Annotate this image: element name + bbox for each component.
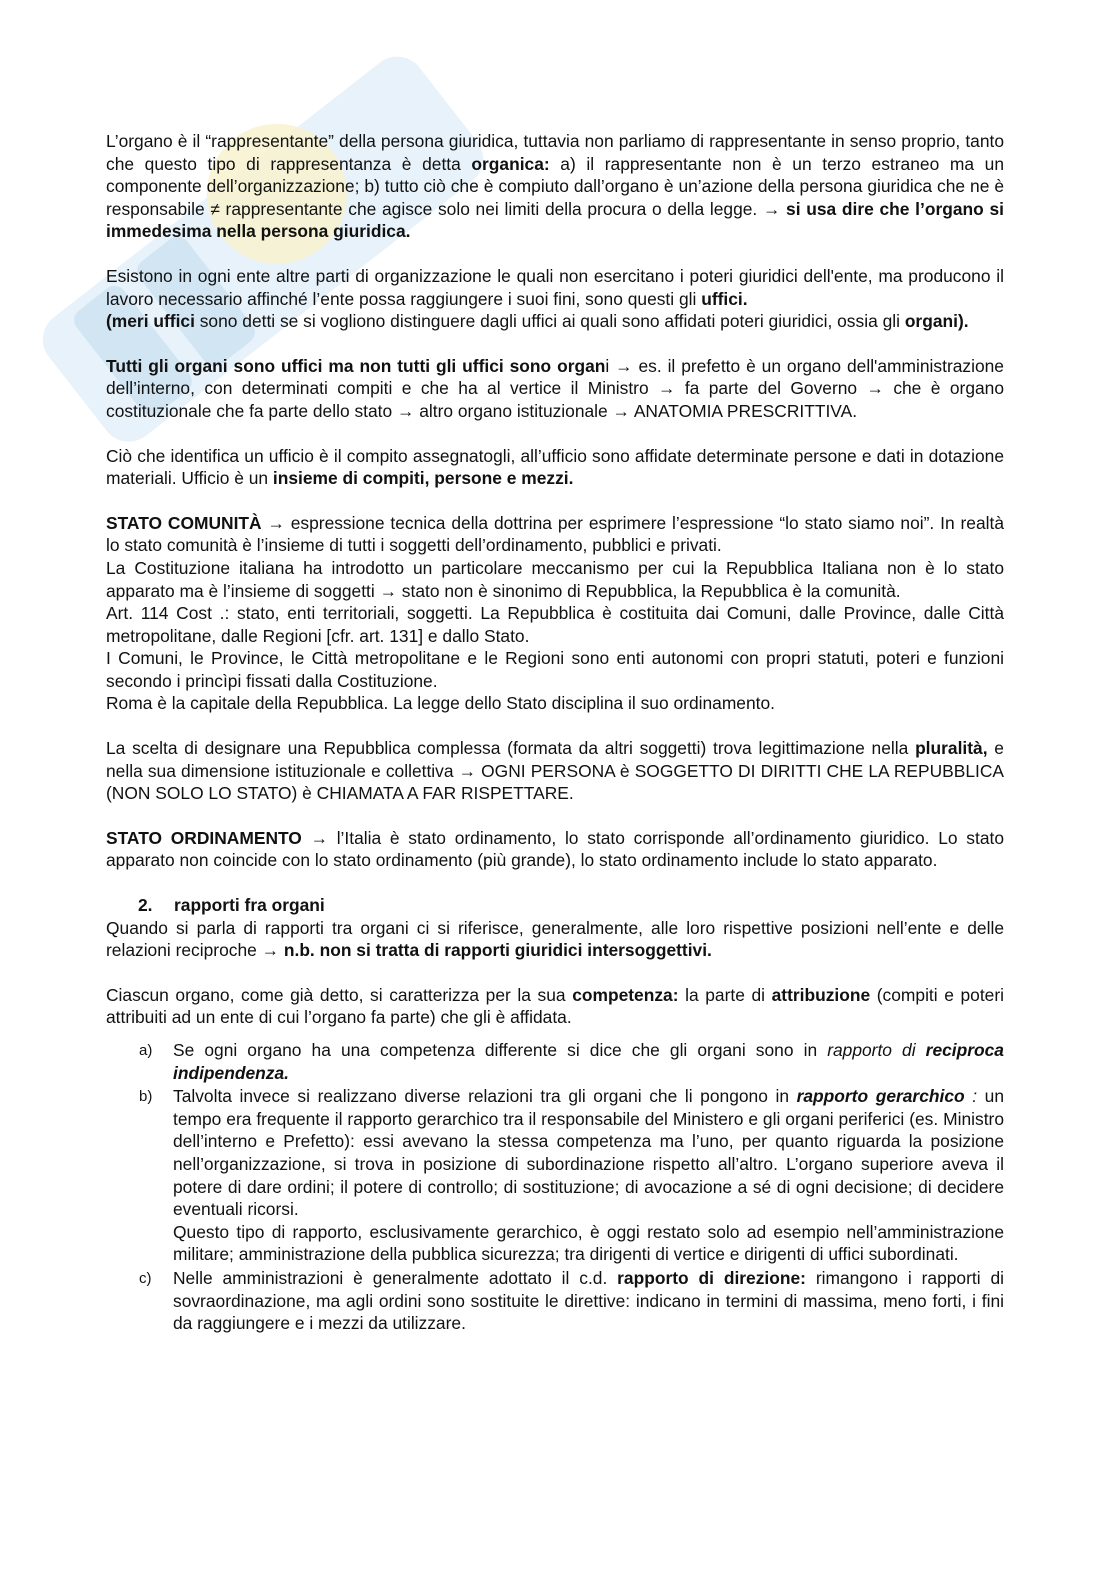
bold-run: si usa dire che l’organo si immedesima nella persona giuridica. (106, 198, 1004, 242)
text-run: Ciò che identifica un ufficio è il compito assegnatogli, all’ufficio sono affidate determinate persone e dati in dotazione materiali. Ufficio è un (106, 445, 1004, 489)
text-run: Se ogni organo ha una competenza differente si dice che gli organi sono in (173, 1040, 828, 1060)
text-run: Roma è la capitale della Repubblica. La legge dello Stato disciplina il suo ordinamento. (106, 693, 775, 714)
paragraph-stato-comunita (106, 512, 1004, 715)
text-run: Nelle amministrazioni è generalmente adottato il c.d. (173, 1267, 618, 1288)
text-run: e nella sua dimensione istituzionale e collettiva → OGNI PERSONA è SOGGETTO DI DIRITTI CHE LA REPUBBLICA (NON SOLO LO STATO) è CHIAMATA A FAR RISPETTARE. (106, 738, 1004, 804)
bold-run: STATO ORDINAMENTO (106, 827, 302, 848)
rapporti-list (106, 1039, 1004, 1335)
bold-run: insieme di compiti, persone e mezzi. (272, 468, 574, 489)
text-run: Ciascun organo, come già detto, si caratterizza per la sua (106, 984, 573, 1005)
text-run: a) il rappresentante non è un terzo estraneo ma un componente dell’organizzazione; b) tutto ciò che è compiuto dall’organo è un’azione della persona giuridica che ne è responsabile ≠ rappresentante che agisce solo nei limiti della procura o della legge. → (106, 153, 1004, 219)
text-run: sono detti se si vogliono distinguere dagli uffici ai quali sono affidati poteri giuridici, ossia gli (194, 311, 905, 332)
text-run: Art. 114 Cost .: stato, enti territoriali, soggetti. La Repubblica è costituita dai Comuni, dalle Province, dalle Città metropolitane, dalle Regioni [cfr. art. 131] e dallo Stato. (106, 603, 1004, 646)
text-run: i → es. il prefetto è un organo dell'amministrazione dell’interno, con determinati compiti e che ha al vertice il Ministro → fa parte del Governo → che è organo costituzionale che fa parte dello stato → altro organo istituzionale → ANATOMIA PRESCRITTIVA. (106, 355, 1004, 421)
bold-run: rapporto di direzione: (617, 1267, 806, 1288)
paragraph-organo (106, 130, 1004, 243)
text-run: Questo tipo di rapporto, esclusivamente gerarchico, è oggi restato solo ad esempio nell’amministrazione militare; amministrazione della pubblica sicurezza; tra dirigenti di vertice e dirigenti di uffici subordinati. (173, 1221, 1004, 1265)
text-run: la parte di (678, 984, 772, 1005)
bold-run: organica: (471, 153, 550, 174)
bold-run: competenza: (572, 984, 679, 1005)
list-marker: a) (139, 1042, 153, 1059)
paragraph-uffici (106, 265, 1004, 333)
bold-italic-run: reciproca indipendenza. (173, 1040, 1004, 1083)
text-run: L’organo è il “rappresentante” della persona giuridica, tuttavia non parliamo di rappresentante in senso proprio, tanto che questo tipo di rappresentanza è detta (106, 131, 1004, 174)
bold-run: attribuzione (771, 984, 871, 1005)
text-run: Talvolta invece si realizzano diverse relazioni tra gli organi che li pongono in (173, 1086, 797, 1107)
text-run: → l’Italia è stato ordinamento, lo stato corrisponde all’ordinamento giuridico. Lo stato apparato non coincide con lo stato ordinamento (più grande), lo stato ordinamento include lo stato apparato. (106, 827, 1004, 871)
paragraph-ufficio (106, 445, 1004, 490)
bold-run: organi). (904, 311, 969, 332)
bold-italic-run: rapporto gerarchico (796, 1086, 965, 1107)
bold-run: STATO COMUNITÀ (106, 512, 262, 533)
list-item (106, 1085, 1004, 1266)
text-run: (compiti e poteri attribuiti ad un ente di cui l’organo fa parte) che gli è affidata. (106, 984, 1005, 1028)
document-body (106, 130, 1004, 1336)
paragraph-organi-uffici (106, 355, 1004, 423)
text-run: un tempo era frequente il rapporto gerarchico tra il responsabile del Ministero e gli organi periferici (es. Ministro dell’interno e Prefetto): essi avevano la stessa competenza ma l’uno, per quanto riguarda la posizione nell’organizzazione, si trova in posizione di subordinazione rispetto all’altro. L’organo superiore aveva il potere di dare ordini; il potere di controllo; di sostituzione; di avocazione a sé di ogni decisione; di decidere eventuali ricorsi. (173, 1086, 1004, 1220)
bold-run: uffici. (701, 288, 748, 309)
text-run: rimangono i rapporti di sovraordinazione, ma agli ordini sono sostituite le direttive: indicano in termini di massima, meno forti, i fini da raggiungere e i mezzi da utilizzare. (173, 1267, 1004, 1334)
italic-run: : (964, 1086, 978, 1107)
list-marker: c) (139, 1269, 152, 1287)
italic-run: rapporto di (827, 1040, 926, 1060)
bold-run: (meri uffici (106, 311, 195, 332)
text-run: La scelta di designare una Repubblica complessa (formata da altri soggetti) trova legittimazione nella (106, 738, 916, 759)
paragraph-rapporti (106, 917, 1004, 962)
paragraph-competenza (106, 984, 1004, 1029)
text-run: I Comuni, le Province, le Città metropolitane e le Regioni sono enti autonomi con propri statuti, poteri e funzioni secondo i princìpi fissati dalla Costituzione. (106, 648, 1004, 691)
text-run: → espressione tecnica della dottrina per esprimere l’espressione “lo stato siamo noi”. In realtà lo stato comunità è l’insieme di tutti i soggetti dell’ordinamento, pubblici e privati. (106, 512, 1004, 556)
bold-run: pluralità, (915, 738, 988, 759)
bold-run: Tutti gli organi sono uffici ma non tutti gli uffici sono organ (106, 355, 606, 376)
section-heading (106, 894, 1004, 917)
bold-run: n.b. non si tratta di rapporti giuridici intersoggettivi. (283, 940, 712, 961)
paragraph-stato-ordinamento (106, 827, 1004, 872)
list-item (106, 1039, 1004, 1084)
list-item (106, 1267, 1004, 1335)
text-run: Quando si parla di rapporti tra organi ci si riferisce, generalmente, alle loro rispettive posizioni nell’ente e delle relazioni reciproche → (106, 917, 1004, 961)
list-marker: b) (139, 1088, 153, 1106)
section-title: rapporti fra organi (174, 895, 325, 916)
text-run: La Costituzione italiana ha introdotto un particolare meccanismo per cui la Repubblica Italiana non è lo stato apparato ma è l’insieme di soggetti → stato non è sinonimo di Repubblica, la Repubblica è la comunità. (106, 557, 1004, 601)
paragraph-repubblica (106, 737, 1004, 805)
text-run: Esistono in ogni ente altre parti di organizzazione le quali non esercitano i poteri giuridici dell'ente, ma producono il lavoro necessario affinché l’ente possa raggiungere i suoi fini, sono questi gli (106, 265, 1004, 309)
section-number: 2. (138, 895, 153, 916)
